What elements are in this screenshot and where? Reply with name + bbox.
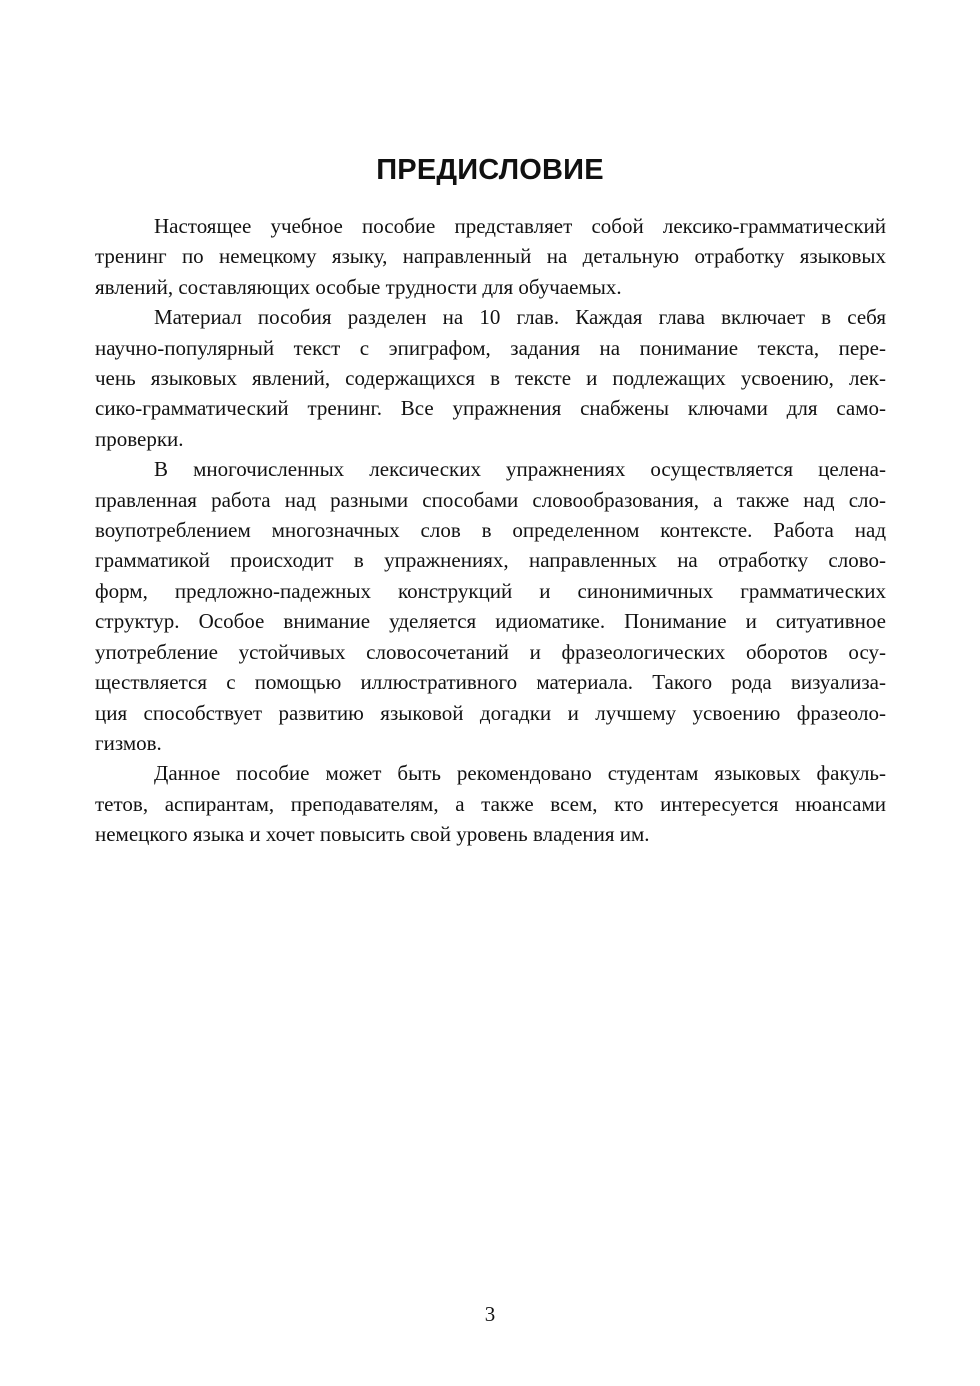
text-line: гизмов.: [95, 730, 162, 755]
text-line: ществляется с помощью иллюстративного материала. Такого рода визуализа-: [95, 670, 886, 695]
text-line: употребление устойчивых словосочетаний и фразеологических оборотов осу-: [95, 639, 886, 664]
text-line: форм, предложно-падежных конструкций и синонимичных грамматических: [95, 578, 886, 603]
text-line: явлений, составляющих особые трудности для обучаемых.: [95, 274, 622, 299]
text-line: тетов, аспирантам, преподавателям, а также всем, кто интересуется нюансами: [95, 791, 886, 816]
text-line: тренинг по немецкому языку, направленный на детальную отработку языковых: [95, 244, 886, 269]
text-line: воупотреблением многозначных слов в определенном контексте. Работа над: [95, 518, 886, 543]
preface-body: [95, 211, 886, 850]
text-line: немецкого языка и хочет повысить свой уровень владения им.: [95, 822, 650, 847]
paragraph: [95, 758, 886, 849]
text-line: Данное пособие может быть рекомендовано студентам языковых факуль-: [154, 761, 886, 786]
paragraph: [95, 302, 886, 454]
text-line: В многочисленных лексических упражнениях осуществляется целена-: [154, 457, 886, 482]
paragraph: [95, 454, 886, 758]
page-number: 3: [484, 1302, 496, 1326]
paragraph: [95, 211, 886, 302]
text-line: ция способствует развитию языковой догадки и лучшему усвоению фразеоло-: [95, 700, 886, 725]
page-title: ПРЕДИСЛОВИЕ: [376, 154, 604, 186]
text-line: грамматикой происходит в упражнениях, направленных на отработку слово-: [95, 548, 886, 573]
text-line: Настоящее учебное пособие представляет собой лексико-грамматический: [154, 214, 886, 238]
text-line: сико-грамматический тренинг. Все упражнения снабжены ключами для само-: [95, 396, 886, 421]
text-line: чень языковых явлений, содержащихся в тексте и подлежащих усвоению, лек-: [95, 366, 886, 391]
text-line: научно-популярный текст с эпиграфом, задания на понимание текста, пере-: [95, 335, 886, 360]
text-line: проверки.: [95, 426, 184, 451]
text-line: Материал пособия разделен на 10 глав. Каждая глава включает в себя: [154, 305, 886, 330]
text-line: структур. Особое внимание уделяется идиоматике. Понимание и ситуативное: [95, 609, 886, 634]
text-line: правленная работа над разными способами словообразования, а также над сло-: [95, 487, 886, 512]
